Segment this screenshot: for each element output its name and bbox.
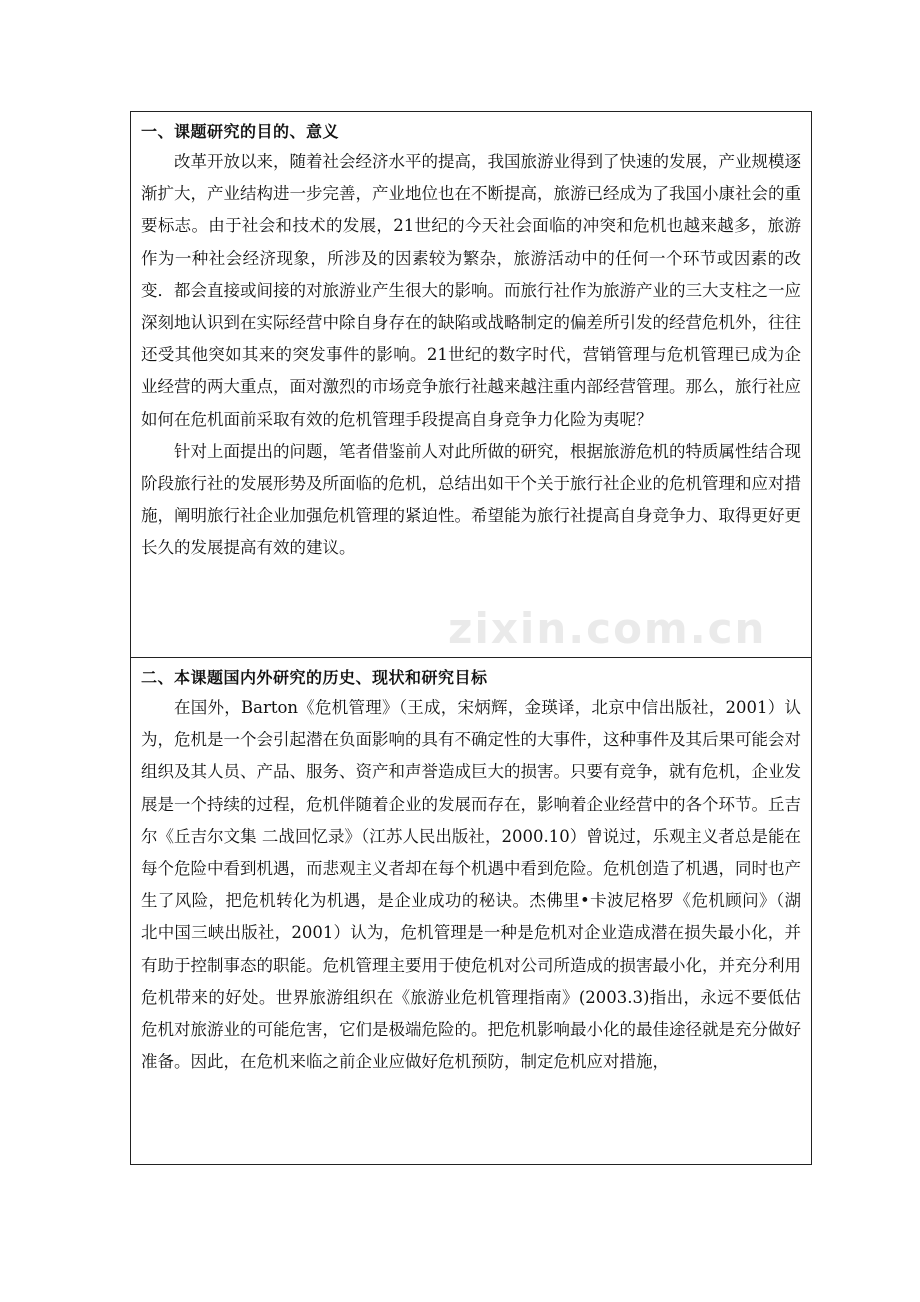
section-purpose-cell (131, 112, 811, 658)
paragraph: 针对上面提出的问题，笔者借鉴前人对此所做的研究，根据旅游危机的特质属性结合现阶段旅行社的发展形势及所面临的危机，总结出如干个关于旅行社企业的危机管理和应对措施，阐明旅行社企业加强危机管理的紧迫性。希望能为旅行社提高自身竞争力、取得更好更长久的发展提高有效的建议。 (141, 441, 801, 558)
section-heading-history: 二、本课题国内外研究的历史、现状和研究目标 (141, 668, 488, 687)
proposal-table (130, 111, 812, 1165)
paragraph: 在国外，Barton《危机管理》（王成，宋炳辉，金瑛译，北京中信出版社，2001）认为，危机是一个会引起潜在负面影响的具有不确定性的大事件，这种事件及其后果可能会对组织及其人员、产品、服务、资产和声誉造成巨大的损害。只要有竞争，就有危机，企业发展是一个持续的过程，危机伴随着企业的发展而存在，影响着企业经营中的各个环节。丘吉尔《丘吉尔文集 二战回忆录》（江苏人民出版社，2000.10）曾说过，乐观主义者总是能在每个危险中看到机遇，而悲观主义者却在每个机遇中看到危险。危机创造了机遇，同时也产生了风险，把危机转化为机遇，是企业成功的秘诀。杰佛里•卡波尼格罗《危机顾问》（湖北中国三峡出版社，2001）认为，危机管理是一种是危机对企业造成潜在损失最小化，并有助于控制事态的职能。危机管理主要用于使危机对公司所造成的损害最小化，并充分利用危机带来的好处。世界旅游组织在《旅游业危机管理指南》(2003.3)指出，永远不要低估危机对旅游业的可能危害，它们是极端危险的。把危机影响最小化的最佳途径就是充分做好准备。因此，在危机来临之前企业应做好危机预防，制定危机应对措施， (141, 698, 801, 1072)
paragraph: 改革开放以来，随着社会经济水平的提高，我国旅游业得到了快速的发展，产业规模逐渐扩大，产业结构进一步完善，产业地位也在不断提高，旅游已经成为了我国小康社会的重要标志。由于社会和技术的发展，21世纪的今天社会面临的冲突和危机也越来越多，旅游作为一种社会经济现象，所涉及的因素较为繁杂，旅游活动中的任何一个环节或因素的改变．都会直接或间接的对旅游业产生很大的影响。而旅行社作为旅游产业的三大支柱之一应深刻地认识到在实际经营中除自身存在的缺陷或战略制定的偏差所引发的经营危机外，往往还受其他突如其来的突发事件的影响。21世纪的数字时代，营销管理与危机管理已成为企业经营的两大重点，面对激烈的市场竞争旅行社越来越注重内部经营管理。那么，旅行社应如何在危机面前采取有效的危机管理手段提高自身竞争力化险为夷呢？ (141, 152, 801, 429)
section-history-cell (131, 658, 811, 1164)
section-heading-purpose: 一、课题研究的目的、意义 (141, 122, 340, 141)
watermark: zixin.com.cn (448, 604, 767, 653)
